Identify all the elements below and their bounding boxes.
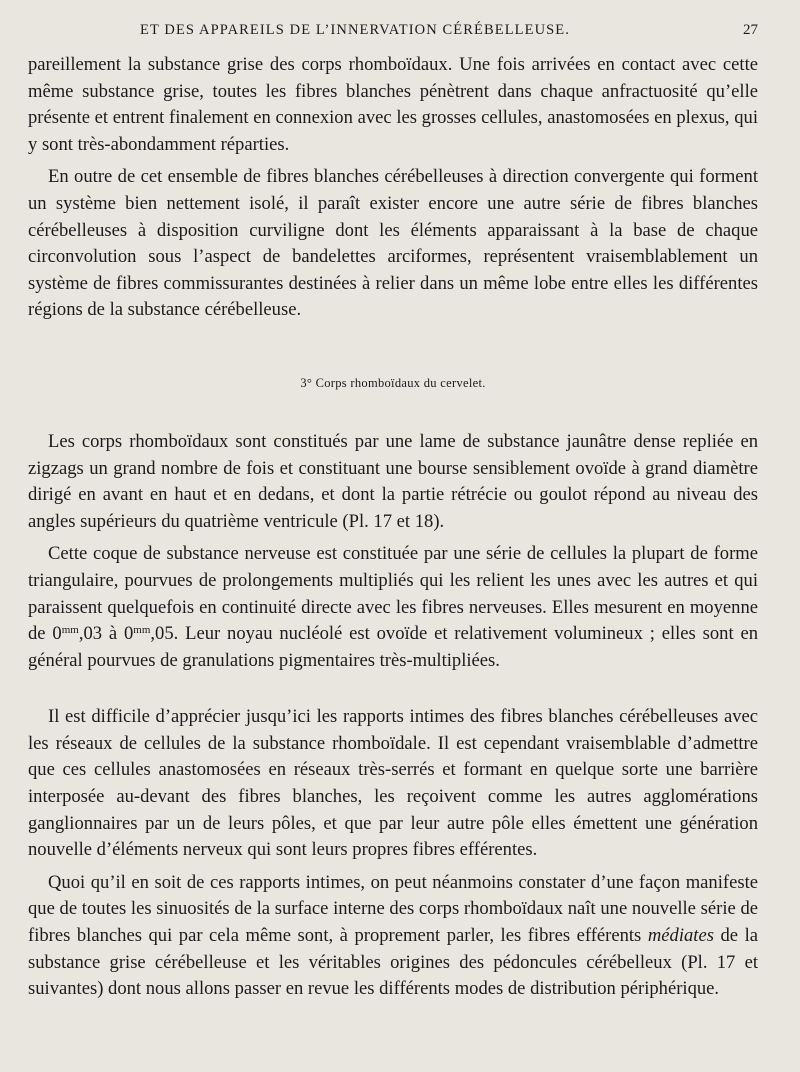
- paragraph-cell-description: [28, 541, 758, 674]
- running-title: ET DES APPAREILS DE L’INNERVATION CÉRÉBELLEUSE.: [140, 22, 570, 38]
- italic-term: médiates: [647, 925, 714, 947]
- text-run: de la substance grise cérébelleuse et les véritables origines des pédoncules cérébelleux (Pl. 17 et suivantes) dont nous allons passer en revue les différents modes de distribution périphérique.: [28, 925, 759, 1000]
- paragraph-continued: pareillement la substance grise des corps rhomboïdaux. Une fois arrivées en contact avec cette même substance grise, toutes les fibres blanches pénètrent dans chaque anfractuosité qu’elle présente et entrent finalement en connexion avec les grosses cellules, anastomosées en plexus, qui y sont très-abondamment réparties.: [28, 54, 758, 155]
- text-run: Cette coque de substance nerveuse est constituée par une série de cellules la plupart de forme triangulaire, pourvues de prolongements multipliés qui les relient les unes avec les autres et qui paraissent quelquefois en continuité directe avec les fibres nerveuses. Elles mesurent en moyenne de 0: [28, 543, 758, 645]
- paragraph-intimate-relations: Il est difficile d’apprécier jusqu’ici les rapports intimes des fibres blanches cérébelleuses avec les réseaux de cellules de la substance rhomboïdale. Il est cependant vraisemblable d’admettre que ces cellules anastomosées en réseaux très-serrés et formant en quelque sorte une barrière interposée au-devant des fibres blanches, les reçoivent comme les autres agglomérations ganglionnaires par un de leurs pôles, et que par leur autre pôle elles émettent une génération nouvelle d’éléments nerveux qui sont leurs propres fibres efférentes.: [28, 706, 758, 861]
- paragraph-rhomboid-bodies: Les corps rhomboïdaux sont constitués par une lame de substance jaunâtre dense repliée en zigzags un grand nombre de fois et constituant une bourse sensiblement ovoïde à grand diamètre dirigé en avant en haut et en dedans, et dont la partie rétrécie ou goulot répond au niveau des angles supérieurs du quatrième ventricule (Pl. 17 et 18).: [28, 430, 758, 532]
- page-number: 27: [743, 22, 758, 38]
- body-text: [28, 52, 758, 1003]
- text-run: Quoi qu’il en soit de ces rapports intimes, on peut néanmoins constater d’une façon manifeste que de toutes les sinuosités de la surface interne des corps rhomboïdaux naît une nouvelle série de fibres blanches qui par cela même sont, à proprement parler, les fibres efférents: [28, 871, 758, 947]
- text-run: ,05. Leur noyau nucléolé est ovoïde et relativement volumineux ; elles sont en général pourvues de granulations pigmentaires très-multipliées.: [28, 623, 759, 671]
- section-heading: 3° Corps rhomboïdaux du cervelet.: [300, 375, 486, 390]
- text-run: ,03 à 0: [78, 623, 134, 645]
- unit-superscript: mm: [133, 624, 151, 637]
- running-head: [0, 20, 800, 42]
- paragraph-curvilinear-fibres: En outre de cet ensemble de fibres blanches cérébelleuses à direction convergente qui forment un système bien nettement isolé, il paraît exister encore une autre série de fibres blanches cérébelleuses à disposition curviligne dont les éléments apparaissant à la base de chaque circonvolution sous l’aspect de bandelettes arciformes, représentent vraisemblablement un système de fibres commissurantes destinées à relier dans un même lobe entre elles les différentes régions de la substance cérébelleuse.: [28, 166, 758, 321]
- paragraph-efferent-fibres: [28, 870, 758, 1003]
- unit-superscript: mm: [61, 624, 79, 637]
